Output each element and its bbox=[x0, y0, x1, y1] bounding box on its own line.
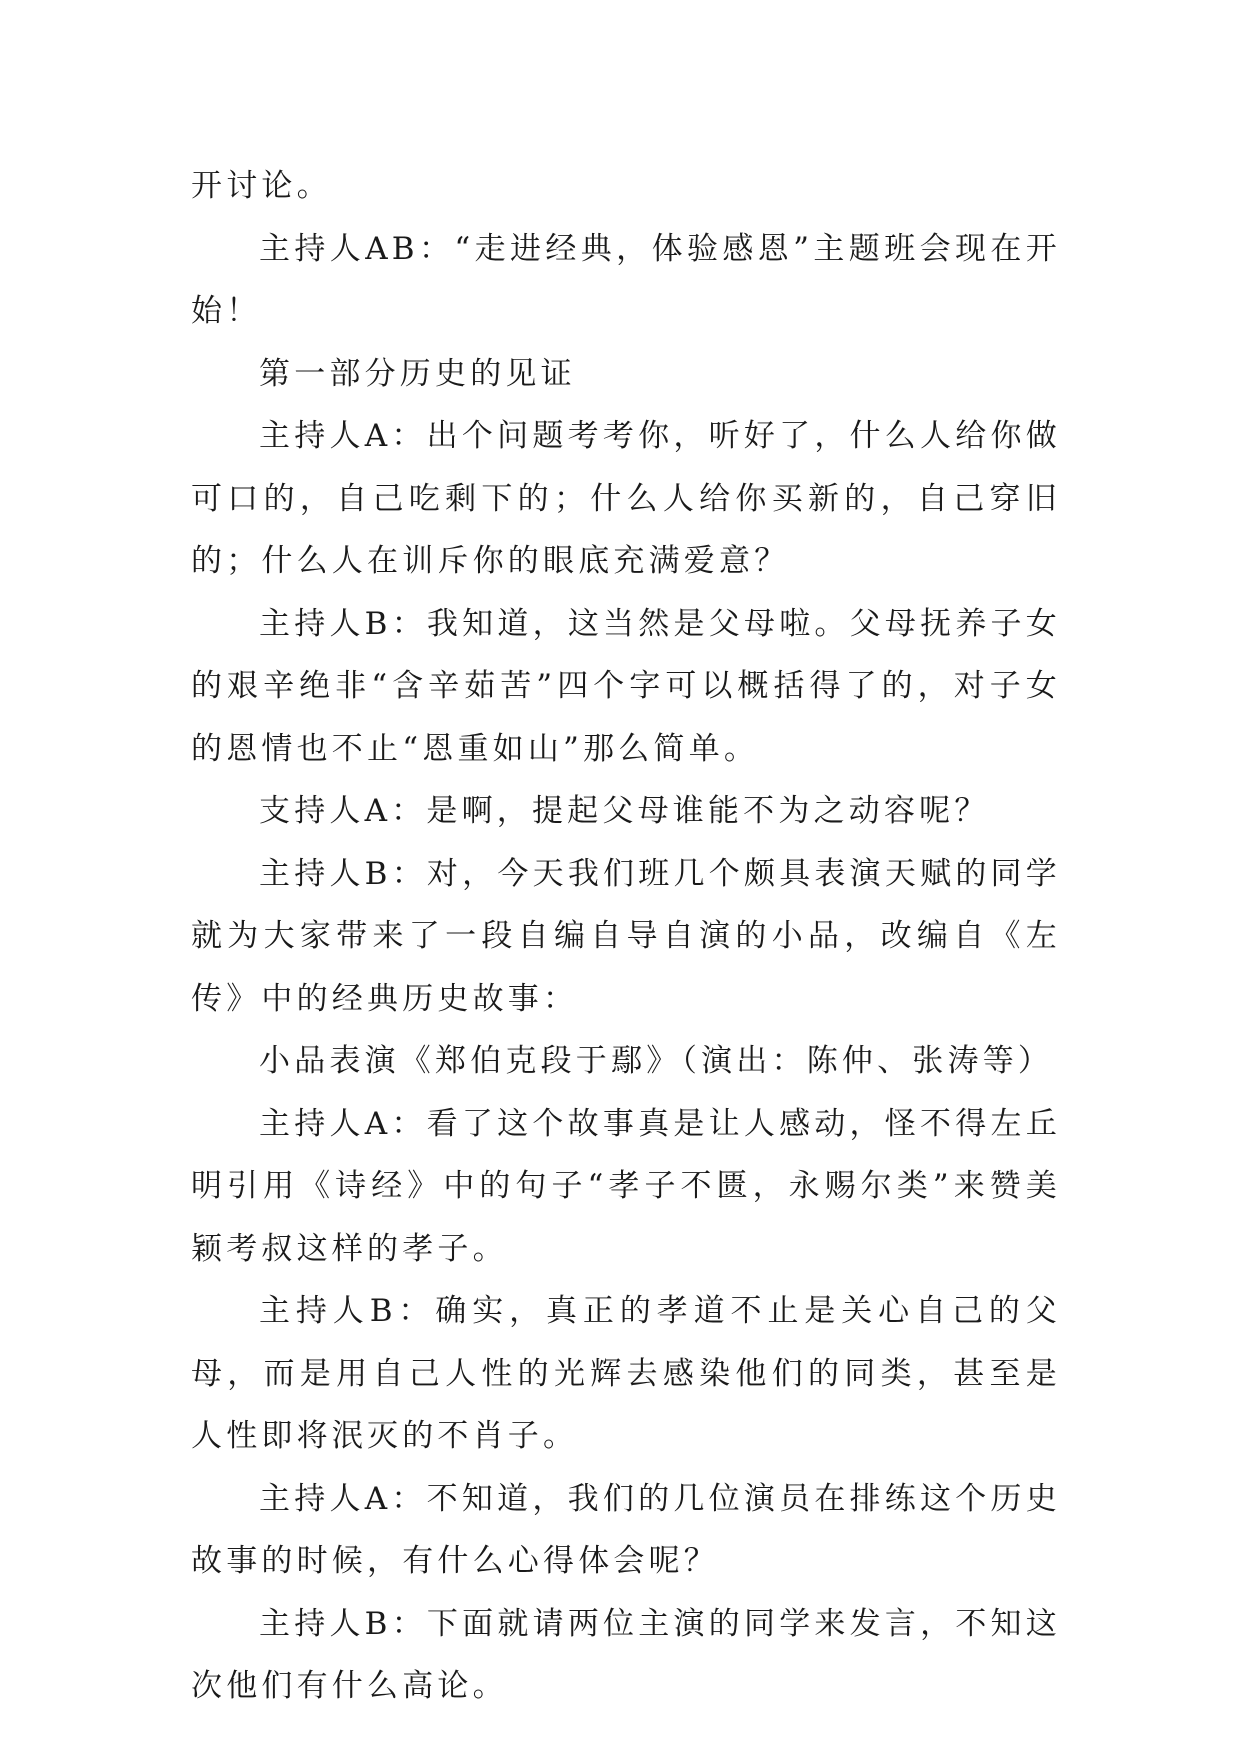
paragraph-continuation: 开讨论。 bbox=[191, 168, 332, 204]
paragraph-skit-performance: 小品表演《郑伯克段于鄢》（演出：陈仲、张涛等） bbox=[259, 1043, 1054, 1079]
paragraph-host-b-invite: 主持人B：下面就请两位主演的同学来发言，不知这次他们有什么高论。 bbox=[191, 1605, 1061, 1704]
section-heading: 第一部分历史的见证 bbox=[259, 355, 576, 392]
paragraph-host-a-question: 主持人A：出个问题考考你，听好了，什么人给你做可口的，自己吃剩下的；什么人给你买新的，自己穿旧的；什么人在训斥你的眼底充满爱意？ bbox=[191, 418, 1061, 579]
paragraph-host-b-comment: 主持人B：确实，真正的孝道不止是关心自己的父母，而是用自己人性的光辉去感染他们的同类，甚至是人性即将泯灭的不肖子。 bbox=[191, 1293, 1061, 1454]
paragraph-opening-announcement: 主持人AB：“走进经典，体验感恩”主题班会现在开始！ bbox=[191, 230, 1061, 329]
paragraph-host-a-ask-actors: 主持人A：不知道，我们的几位演员在排练这个历史故事的时候，有什么心得体会呢？ bbox=[191, 1480, 1061, 1579]
document-body bbox=[191, 155, 1061, 1718]
paragraph-host-b-skit-intro: 主持人B：对，今天我们班几个颇具表演天赋的同学就为大家带来了一段自编自导自演的小品，改编自《左传》中的经典历史故事： bbox=[191, 855, 1061, 1017]
paragraph-host-a-reply: 支持人A：是啊，提起父母谁能不为之动容呢？ bbox=[259, 793, 990, 829]
paragraph-host-a-comment: 主持人A：看了这个故事真是让人感动，怪不得左丘明引用《诗经》中的句子“孝子不匮，永赐尔类”来赞美颖考叔这样的孝子。 bbox=[191, 1105, 1061, 1267]
paragraph-host-b-answer: 主持人B：我知道，这当然是父母啦。父母抚养子女的艰辛绝非“含辛茹苦”四个字可以概括得了的，对子女的恩情也不止“恩重如山”那么简单。 bbox=[191, 605, 1061, 767]
